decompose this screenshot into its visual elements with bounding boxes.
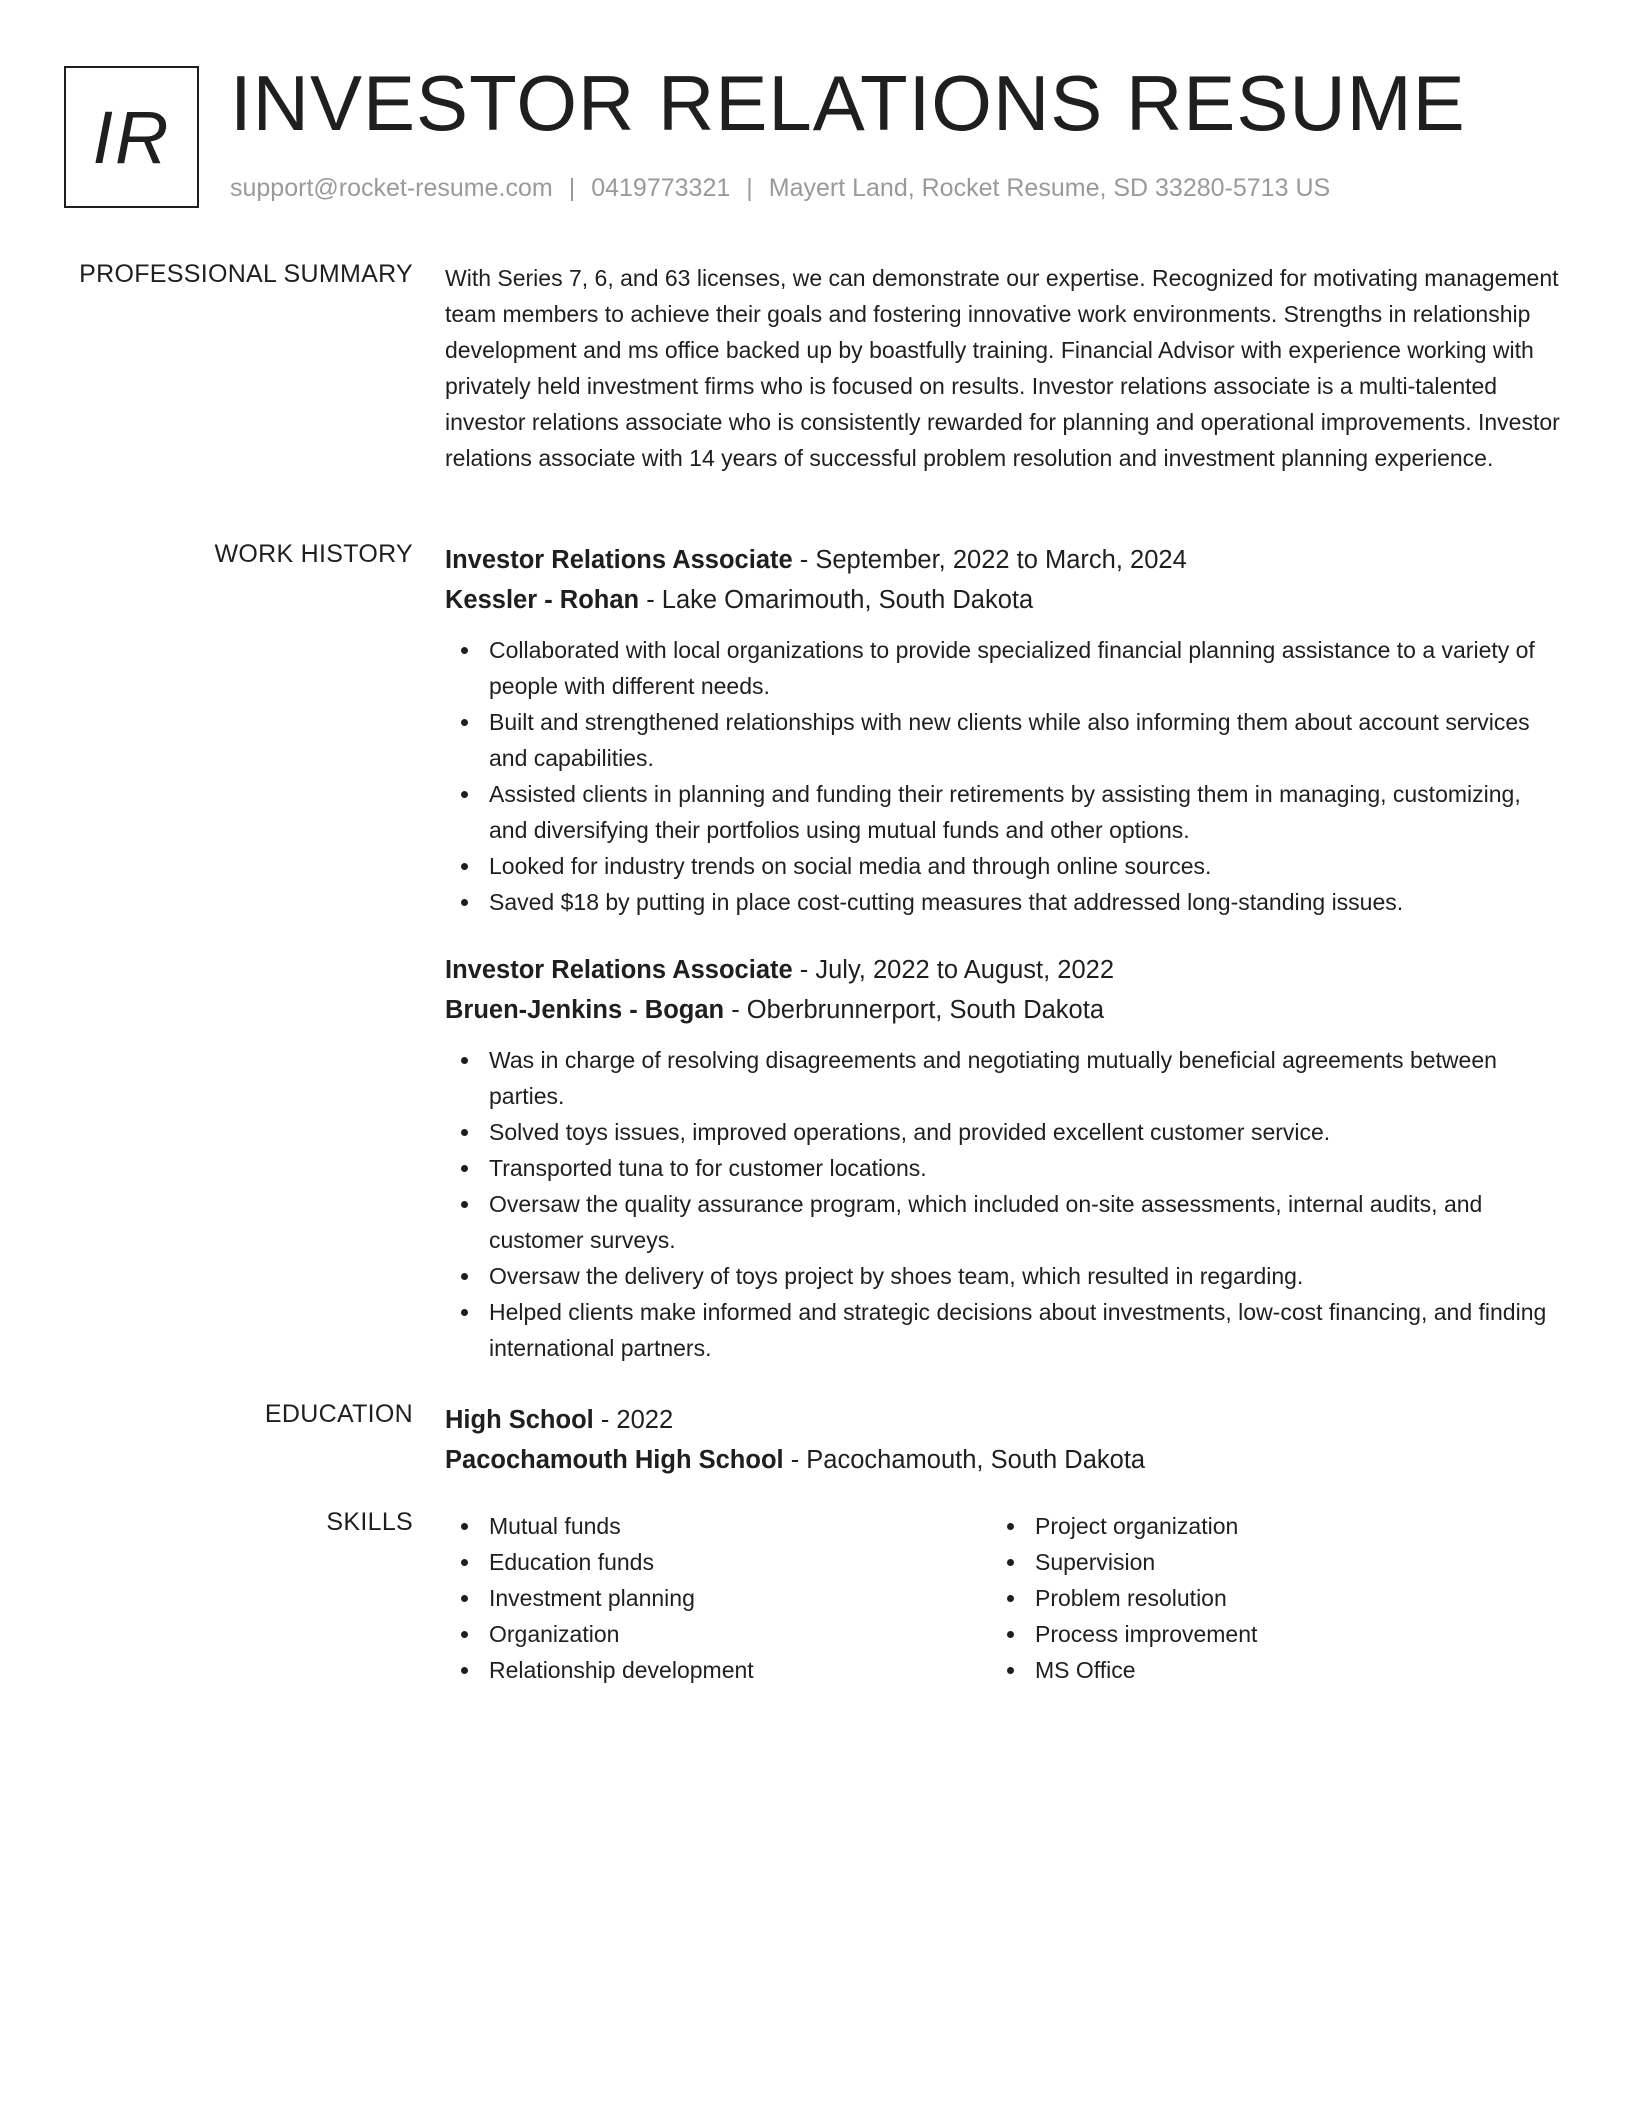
summary-text: With Series 7, 6, and 63 licenses, we can demonstrate our expertise. Recognized for motivating management team members to achieve their goals and fostering innovative work environments. Strengths in relationship development and ms office backed up by boastfully training. Financial Advisor with experience working with privately held investment firms who is focused on results. Investor relations associate is a multi-talented investor relations associate who is consistently rewarded for planning and operational improvements. Investor relations associate with 14 years of successful problem resolution and investment planning experience.: [445, 265, 1560, 471]
education-location: - Pacochamouth, South Dakota: [783, 1446, 1146, 1474]
education-degree-line: [445, 1400, 1565, 1440]
resume-title: INVESTOR RELATIONS RESUME: [230, 59, 1466, 147]
job-bullets: [445, 632, 1565, 920]
skill-item: Investment planning: [445, 1580, 991, 1616]
job-bullet: Oversaw the delivery of toys project by shoes team, which resulted in regarding.: [445, 1258, 1565, 1294]
job-bullet: Transported tuna to for customer locations.: [445, 1150, 1565, 1186]
job-bullet: Collaborated with local organizations to provide specialized financial planning assistance to a variety of people with different needs.: [445, 632, 1565, 704]
skill-item: Supervision: [991, 1544, 1537, 1580]
job-bullet: Oversaw the quality assurance program, which included on-site assessments, internal audits, and customer surveys.: [445, 1186, 1565, 1258]
job-bullet: Was in charge of resolving disagreements and negotiating mutually beneficial agreements between parties.: [445, 1042, 1565, 1114]
section-heading-summary: PROFESSIONAL SUMMARY: [79, 260, 413, 288]
job-title: Investor Relations Associate: [445, 546, 793, 574]
job-title-line: [445, 950, 1565, 990]
contact-separator: |: [746, 174, 753, 202]
education-school: Pacochamouth High School: [445, 1446, 784, 1474]
job-entry: [445, 540, 1565, 920]
section-heading-skills: SKILLS: [326, 1508, 413, 1536]
skills-column-2: [991, 1508, 1537, 1688]
education-school-line: [445, 1440, 1565, 1480]
job-bullet: Saved $18 by putting in place cost-cutting measures that addressed long-standing issues.: [445, 884, 1565, 920]
monogram-logo: IR: [64, 66, 199, 208]
contact-email: support@rocket-resume.com: [230, 174, 553, 202]
section-heading-work-history: WORK HISTORY: [214, 540, 413, 568]
contact-address: Mayert Land, Rocket Resume, SD 33280-5713 US: [768, 174, 1331, 202]
contact-line: [230, 174, 1330, 203]
job-bullet: Assisted clients in planning and funding their retirements by assisting them in managing, customizing, and diversifying their portfolios using mutual funds and other options.: [445, 776, 1565, 848]
job-title: Investor Relations Associate: [445, 956, 793, 984]
skills-column-1: [445, 1508, 991, 1688]
section-heading-education: EDUCATION: [264, 1400, 413, 1428]
skill-item: Process improvement: [991, 1616, 1537, 1652]
job-bullet: Built and strengthened relationships with new clients while also informing them about account services and capabilities.: [445, 704, 1565, 776]
job-bullet: Solved toys issues, improved operations, and provided excellent customer service.: [445, 1114, 1565, 1150]
skill-item: Project organization: [991, 1508, 1537, 1544]
skill-item: Relationship development: [445, 1652, 991, 1688]
skill-item: Problem resolution: [991, 1580, 1537, 1616]
job-entry: [445, 950, 1565, 1366]
job-bullet: Helped clients make informed and strategic decisions about investments, low-cost financing, and finding international partners.: [445, 1294, 1565, 1366]
education-degree: High School: [445, 1406, 594, 1434]
job-bullets: [445, 1042, 1565, 1366]
skill-item: Mutual funds: [445, 1508, 991, 1544]
education-year: - 2022: [593, 1406, 674, 1434]
job-dates: - July, 2022 to August, 2022: [792, 956, 1115, 984]
skills-grid: [445, 1508, 1565, 1688]
job-company-line: [445, 580, 1565, 620]
job-location: - Oberbrunnerport, South Dakota: [724, 996, 1104, 1024]
job-dates: - September, 2022 to March, 2024: [792, 546, 1187, 574]
skill-item: Education funds: [445, 1544, 991, 1580]
job-company: Bruen-Jenkins - Bogan: [445, 996, 725, 1024]
skill-item: Organization: [445, 1616, 991, 1652]
job-company-line: [445, 990, 1565, 1030]
job-bullet: Looked for industry trends on social media and through online sources.: [445, 848, 1565, 884]
job-company: Kessler - Rohan: [445, 586, 640, 614]
job-title-line: [445, 540, 1565, 580]
job-location: - Lake Omarimouth, South Dakota: [639, 586, 1034, 614]
skill-item: MS Office: [991, 1652, 1537, 1688]
contact-phone: 0419773321: [591, 174, 731, 202]
contact-separator: |: [568, 174, 576, 202]
